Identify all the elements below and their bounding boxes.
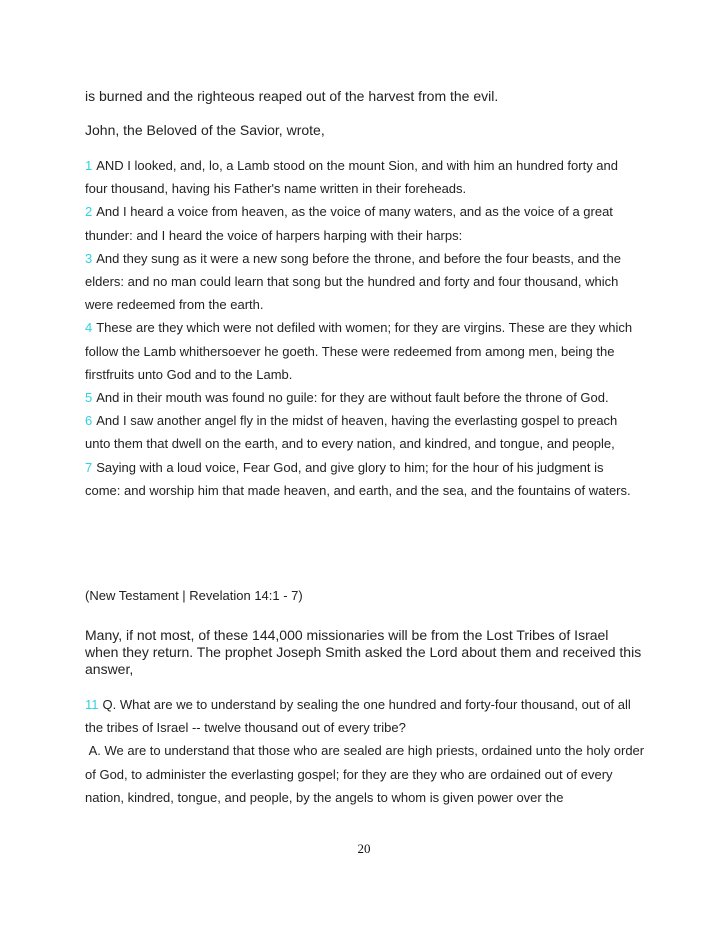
verse-text: These are they which were not defiled with women; for they are virgins. These are they which follow the Lamb whithersoever he goeth. These were redeemed from among men, being the firstfruits unto God and to the Lamb. bbox=[85, 320, 633, 382]
verse-2 bbox=[85, 200, 640, 246]
verse-4 bbox=[85, 316, 640, 386]
intro-line: is burned and the righteous reaped out of the harvest from the evil. bbox=[85, 88, 499, 104]
verse-text: Saying with a loud voice, Fear God, and give glory to him; for the hour of his judgment is come: and worship him that made heaven, and earth, and the sea, and the fountains of waters. bbox=[85, 459, 631, 498]
dc-question bbox=[85, 693, 645, 739]
verse-number: 6 bbox=[85, 413, 93, 429]
verse-number: 4 bbox=[85, 320, 93, 336]
page-number: 20 bbox=[357, 841, 371, 856]
verse-text: And I heard a voice from heaven, as the voice of many waters, and as the voice of a great thunder: and I heard the voice of harpers harping with their harps: bbox=[85, 204, 613, 243]
verse-1 bbox=[85, 154, 640, 200]
verse-text: And in their mouth was found no guile: for they are without fault before the throne of God. bbox=[96, 390, 609, 406]
verse-3 bbox=[85, 247, 640, 317]
verse-number: 7 bbox=[85, 459, 93, 475]
citation: (New Testament | Revelation 14:1 - 7) bbox=[85, 588, 303, 603]
missionaries-paragraph: Many, if not most, of these 144,000 missionaries will be from the Lost Tribes of Israel when they return. The prophet Joseph Smith asked the Lord about them and received this answer, bbox=[85, 627, 642, 677]
revelation-verses bbox=[85, 154, 640, 502]
verse-number: 3 bbox=[85, 250, 93, 266]
verse-text: And I saw another angel fly in the midst of heaven, having the everlasting gospel to preach unto them that dwell on the earth, and to every nation, and kindred, and tongue, and people, bbox=[85, 413, 618, 452]
question-text: Q. What are we to understand by sealing the one hundred and forty-four thousand, out of all the tribes of Israel -- twelve thousand out of every tribe? bbox=[85, 697, 631, 736]
verse-number: 11 bbox=[85, 697, 99, 712]
verse-5 bbox=[85, 386, 640, 409]
verse-text: And they sung as it were a new song before the throne, and before the four beasts, and the elders: and no man could learn that song but the hundred and forty and four thousand, which were redeemed from the earth. bbox=[85, 250, 621, 313]
verse-number: 1 bbox=[85, 158, 93, 173]
verse-number: 2 bbox=[85, 204, 93, 220]
verse-7 bbox=[85, 456, 640, 502]
dc-verse bbox=[85, 693, 648, 809]
verse-6 bbox=[85, 409, 640, 455]
john-line: John, the Beloved of the Savior, wrote, bbox=[85, 122, 325, 138]
dc-answer: A. We are to understand that those who are sealed are high priests, ordained unto the holy order of God, to administer the everlasting gospel; for they are they who are ordained out of every nation, kindred, tongue, and people, by the angels to whom is given power over the bbox=[85, 743, 648, 805]
verse-number: 5 bbox=[85, 390, 93, 406]
verse-text: AND I looked, and, lo, a Lamb stood on the mount Sion, and with him an hundred forty and four thousand, having his Father's name written in their foreheads. bbox=[85, 158, 618, 197]
